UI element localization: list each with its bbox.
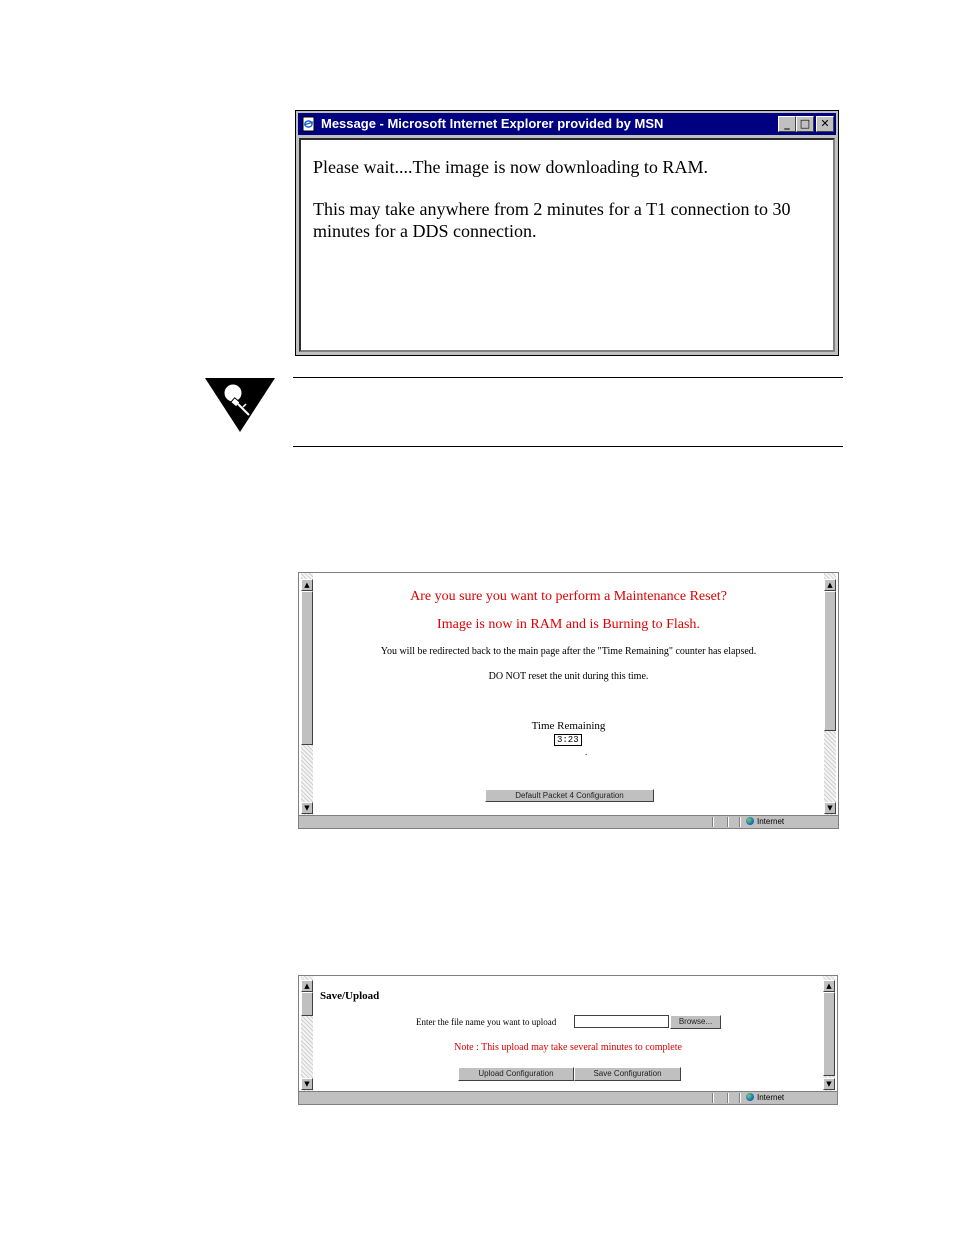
scroll-up-icon[interactable]: ▲ bbox=[301, 980, 313, 992]
right-scrollbar[interactable] bbox=[824, 573, 836, 816]
window-title: Message - Microsoft Internet Explorer provided by MSN bbox=[321, 116, 664, 131]
status-divider bbox=[727, 1093, 729, 1103]
tip-rule-top bbox=[293, 377, 843, 378]
maintenance-reset-window bbox=[298, 572, 839, 829]
scroll-up-icon[interactable]: ▲ bbox=[823, 980, 835, 992]
scroll-up-icon[interactable]: ▲ bbox=[824, 579, 836, 591]
reset-question: Are you sure you want to perform a Maintenance Reset? bbox=[410, 589, 727, 604]
dot-marker: . bbox=[585, 747, 588, 757]
message-line-2: This may take anywhere from 2 minutes for a T1 connection to 30 minutes for a DDS connection. bbox=[313, 199, 791, 241]
internet-zone bbox=[746, 816, 784, 828]
file-name-input[interactable] bbox=[574, 1015, 669, 1028]
browse-button[interactable]: Browse... bbox=[670, 1015, 721, 1029]
message-window bbox=[295, 110, 839, 356]
save-configuration-button[interactable]: Save Configuration bbox=[574, 1067, 681, 1081]
tip-rule-bottom bbox=[293, 446, 843, 447]
status-divider bbox=[727, 817, 729, 827]
status-divider bbox=[712, 817, 714, 827]
lightbulb-tip-icon bbox=[205, 378, 275, 434]
zone-label: Internet bbox=[757, 1093, 785, 1102]
minimize-button[interactable]: _ bbox=[778, 116, 796, 132]
upload-configuration-button[interactable]: Upload Configuration bbox=[458, 1067, 574, 1081]
left-scrollbar[interactable] bbox=[301, 976, 313, 1092]
save-upload-window bbox=[298, 975, 838, 1105]
left-scrollbar[interactable] bbox=[301, 573, 313, 816]
status-bar bbox=[299, 815, 838, 828]
ie-page-icon bbox=[301, 116, 317, 132]
globe-icon bbox=[746, 817, 754, 825]
default-packet-config-button[interactable]: Default Packet 4 Configuration bbox=[485, 789, 654, 802]
message-line-1: Please wait....The image is now downloading to RAM. bbox=[313, 157, 708, 177]
message-content bbox=[299, 138, 835, 352]
title-bar[interactable] bbox=[298, 113, 836, 135]
time-remaining-label: Time Remaining bbox=[531, 720, 606, 732]
status-bar bbox=[299, 1091, 837, 1104]
scroll-down-icon[interactable]: ▼ bbox=[823, 1078, 835, 1090]
file-prompt-label: Enter the file name you want to upload bbox=[416, 1017, 557, 1027]
maximize-button[interactable]: □ bbox=[796, 116, 814, 132]
scroll-down-icon[interactable]: ▼ bbox=[824, 802, 836, 814]
right-scrollbar[interactable] bbox=[823, 976, 835, 1092]
upload-note: Note : This upload may take several minutes to complete bbox=[454, 1042, 682, 1053]
status-divider bbox=[739, 1093, 741, 1103]
zone-label: Internet bbox=[757, 817, 785, 826]
scroll-thumb[interactable] bbox=[301, 992, 313, 1016]
scroll-down-icon[interactable]: ▼ bbox=[301, 1078, 313, 1090]
redirect-note: You will be redirected back to the main page after the "Time Remaining" counter has elapsed. bbox=[380, 646, 757, 657]
scroll-down-icon[interactable]: ▼ bbox=[301, 802, 313, 814]
scroll-thumb[interactable] bbox=[824, 591, 836, 731]
globe-icon bbox=[746, 1093, 754, 1101]
close-button[interactable]: ✕ bbox=[816, 116, 834, 132]
scroll-up-icon[interactable]: ▲ bbox=[301, 579, 313, 591]
time-remaining-field: 3:23 bbox=[554, 734, 582, 746]
internet-zone bbox=[746, 1092, 784, 1104]
status-divider bbox=[712, 1093, 714, 1103]
reset-warning: DO NOT reset the unit during this time. bbox=[488, 671, 649, 682]
burning-status: Image is now in RAM and is Burning to Flash. bbox=[437, 617, 700, 632]
page-heading: Save/Upload bbox=[320, 990, 380, 1002]
scroll-thumb[interactable] bbox=[823, 992, 835, 1076]
status-divider bbox=[739, 817, 741, 827]
